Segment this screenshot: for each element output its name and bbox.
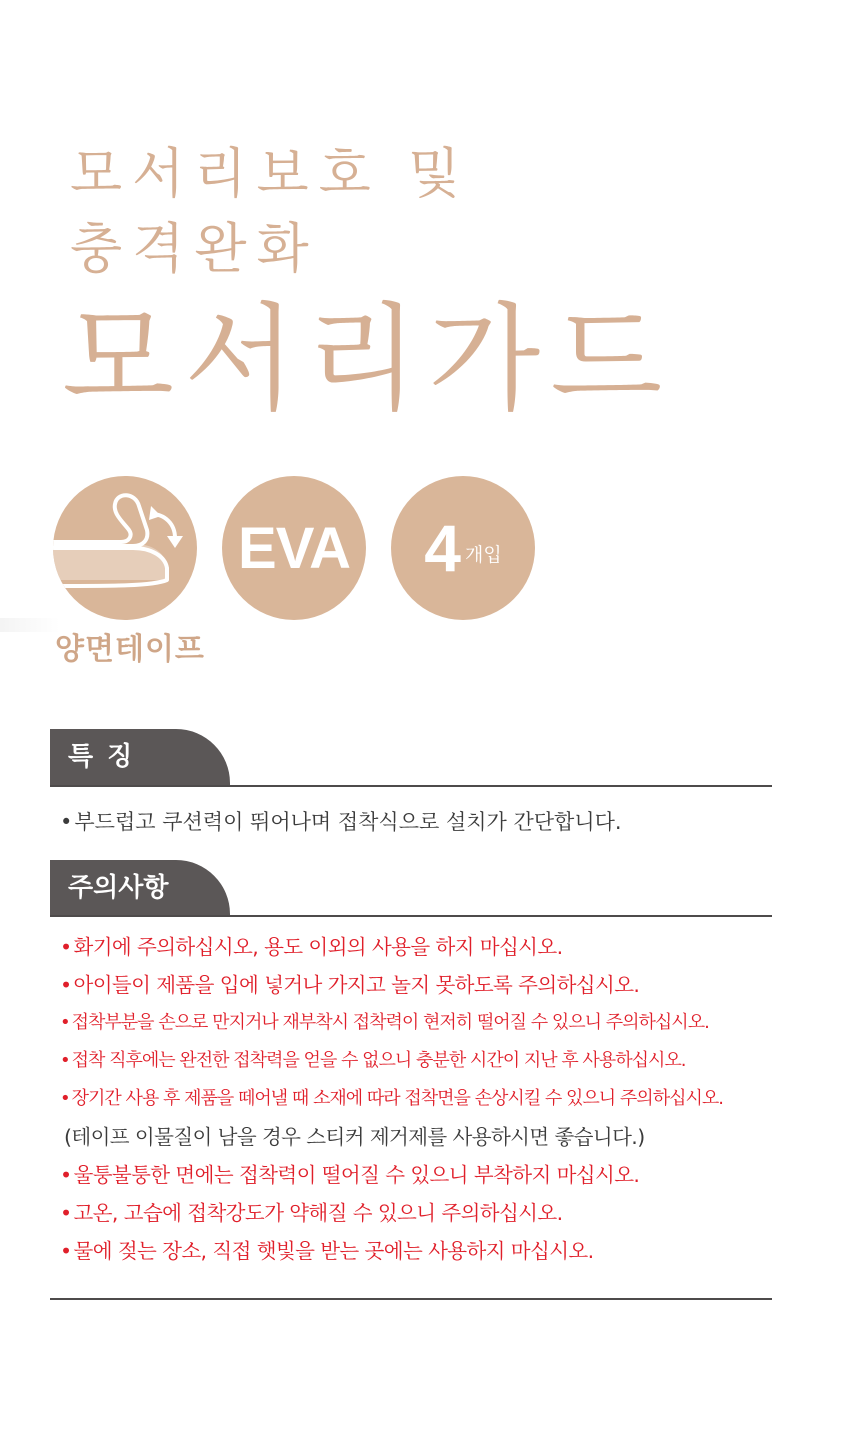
- tape-badge: [53, 476, 197, 620]
- caution-item: •화기에 주의하십시오, 용도 이외의 사용을 하지 마십시오.: [60, 935, 563, 959]
- decorative-fade: [0, 618, 60, 632]
- double-sided-tape-icon: [53, 476, 197, 620]
- bullet: •: [60, 810, 73, 834]
- tape-label: 양면테이프: [55, 632, 205, 667]
- divider: [50, 785, 772, 787]
- product-title: 모서리가드: [62, 292, 673, 427]
- caution-item: • 접착부분을 손으로 만지거나 재부착시 접착력이 현저히 떨어질 수 있으니 주의하십시오.: [60, 1012, 709, 1033]
- material-badge: [222, 476, 366, 620]
- count-number: 4: [424, 511, 461, 585]
- divider: [50, 1298, 772, 1300]
- cautions-heading: 주의사항: [50, 860, 230, 916]
- caution-note: (테이프 이물질이 남을 경우 스티커 제거제를 사용하시면 좋습니다.): [64, 1125, 645, 1149]
- divider: [50, 915, 772, 917]
- subtitle-line-1: 모서리보호 및: [70, 142, 471, 205]
- caution-item: • 접착 직후에는 완전한 접착력을 얻을 수 없으니 충분한 시간이 지난 후 사용하십시오.: [60, 1050, 686, 1071]
- count-unit: 개입: [465, 543, 502, 566]
- caution-list: [60, 928, 723, 1270]
- caution-item: • 장기간 사용 후 제품을 떼어낼 때 소재에 따라 접착면을 손상시킬 수 있으니 주의하십시오.: [60, 1088, 723, 1109]
- features-heading: 특징: [50, 729, 230, 785]
- subtitle-line-2: 충격완화: [70, 217, 319, 280]
- caution-item: •고온, 고습에 접착강도가 약해질 수 있으니 주의하십시오.: [60, 1201, 563, 1225]
- caution-item: •물에 젖는 장소, 직접 햇빛을 받는 곳에는 사용하지 마십시오.: [60, 1239, 594, 1263]
- material-label: EVA: [238, 515, 350, 581]
- caution-item: •울퉁불퉁한 면에는 접착력이 떨어질 수 있으니 부착하지 마십시오.: [60, 1163, 640, 1187]
- feature-item: •부드럽고 쿠션력이 뛰어나며 접착식으로 설치가 간단합니다.: [60, 810, 622, 834]
- caution-item: •아이들이 제품을 입에 넣거나 가지고 놀지 못하도록 주의하십시오.: [60, 973, 640, 997]
- count-badge: [391, 476, 535, 620]
